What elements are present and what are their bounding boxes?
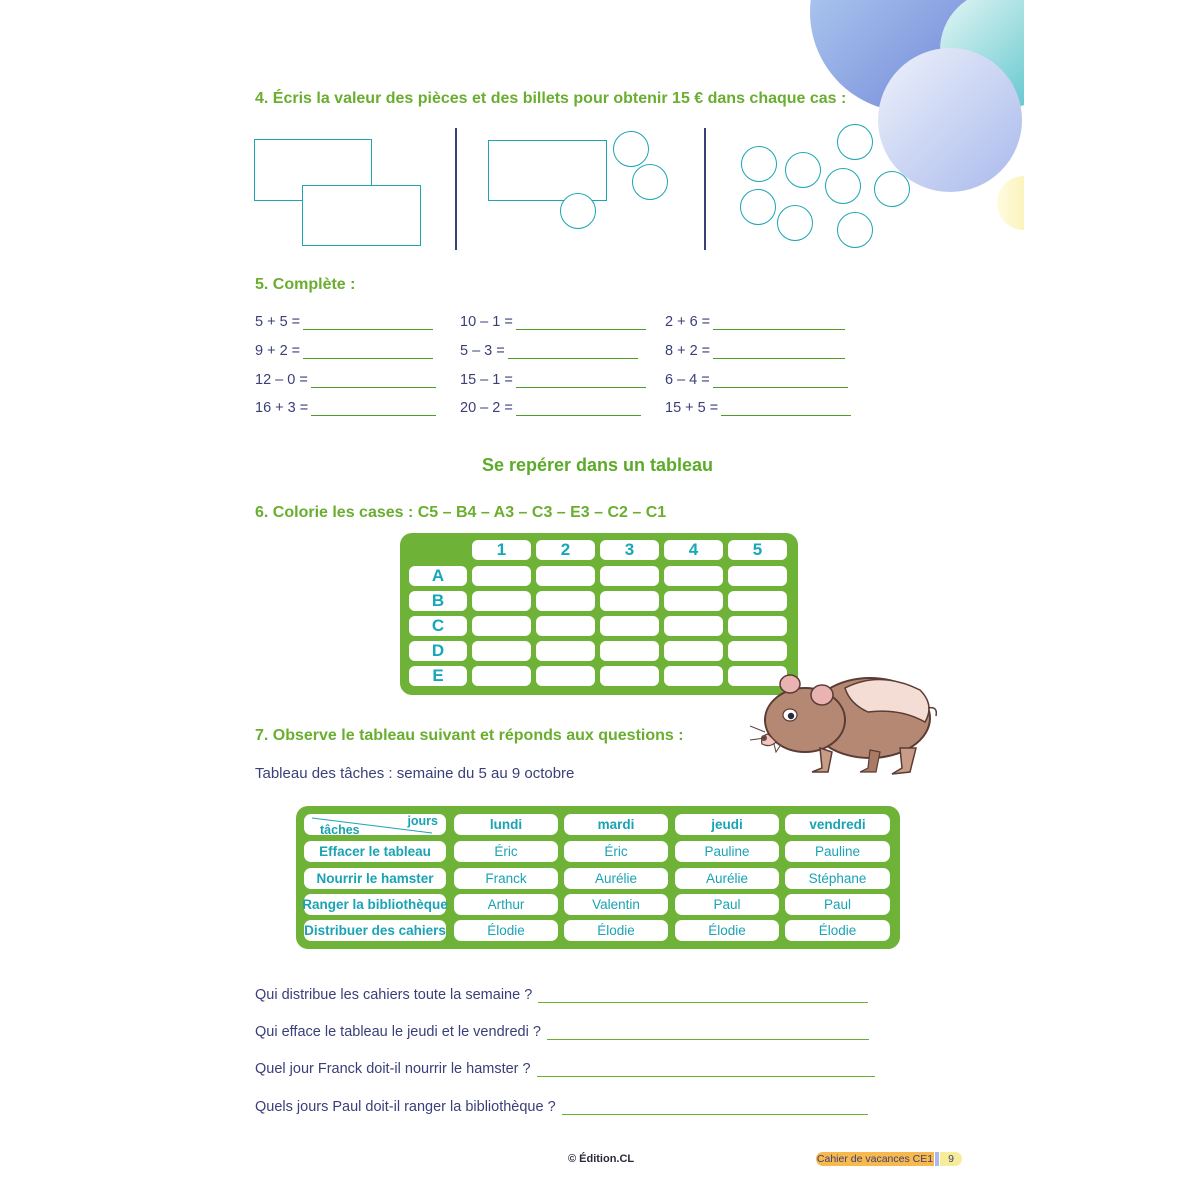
exercise-6-heading: 6. Colorie les cases : C5 – B4 – A3 – C3 – E3 – C2 – C1 <box>255 504 667 521</box>
copyright: © Édition.CL <box>568 1153 635 1165</box>
grid-cell[interactable] <box>600 566 659 586</box>
grid-row-label: C <box>409 616 467 636</box>
calc-item[interactable]: 2 + 6 = <box>665 314 845 330</box>
grid-cell[interactable] <box>728 591 787 611</box>
grid-cell[interactable] <box>536 616 595 636</box>
calc-item[interactable]: 8 + 2 = <box>665 343 845 359</box>
coin-circle[interactable] <box>632 164 668 200</box>
grid-cell[interactable] <box>664 591 723 611</box>
table-cell: Franck <box>454 868 558 889</box>
grid-cell[interactable] <box>664 666 723 686</box>
hamster-illustration <box>750 660 940 790</box>
grid-cell[interactable] <box>664 616 723 636</box>
answer-line[interactable] <box>516 373 646 388</box>
grid-cell[interactable] <box>536 641 595 661</box>
table-cell: Élodie <box>454 920 558 941</box>
answer-line[interactable] <box>713 373 848 388</box>
answer-line[interactable] <box>508 344 638 359</box>
separator <box>455 128 457 250</box>
question: Quel jour Franck doit-il nourrir le hamster ? <box>255 1061 875 1077</box>
table-cell: Stéphane <box>785 868 890 889</box>
exercise-4-heading: 4. Écris la valeur des pièces et des billets pour obtenir 15 € dans chaque cas : <box>255 90 847 107</box>
grid-cell[interactable] <box>536 591 595 611</box>
grid-cell[interactable] <box>472 591 531 611</box>
answer-line[interactable] <box>538 988 868 1003</box>
grid-cell[interactable] <box>728 641 787 661</box>
page-number: 9 <box>940 1152 962 1166</box>
task-name: Nourrir le hamster <box>304 868 446 889</box>
table-cell: Valentin <box>564 894 668 915</box>
exercise-7-heading: 7. Observe le tableau suivant et réponds aux questions : <box>255 727 684 744</box>
table-cell: Élodie <box>785 920 890 941</box>
corner-top-label: jours <box>407 814 438 828</box>
grid-cell[interactable] <box>536 666 595 686</box>
corner-bottom-label: tâches <box>320 823 360 837</box>
table-cell: Pauline <box>675 841 779 862</box>
grid-col-header: 2 <box>536 540 595 560</box>
section-title: Se repérer dans un tableau <box>481 455 714 475</box>
grid-cell[interactable] <box>600 666 659 686</box>
calc-item[interactable]: 9 + 2 = <box>255 343 433 359</box>
day-header: jeudi <box>675 814 779 835</box>
grid-cell[interactable] <box>600 641 659 661</box>
grid-col-header: 4 <box>664 540 723 560</box>
grid-cell[interactable] <box>472 641 531 661</box>
exercise-5-heading: 5. Complète : <box>255 276 356 293</box>
day-header: mardi <box>564 814 668 835</box>
book-title: Cahier de vacances CE1 <box>816 1153 934 1165</box>
table-cell: Élodie <box>564 920 668 941</box>
calc-item[interactable]: 5 – 3 = <box>460 343 638 359</box>
grid-col-header: 5 <box>728 540 787 560</box>
coin-circle[interactable] <box>741 146 777 182</box>
grid-row-label: D <box>409 641 467 661</box>
grid-cell[interactable] <box>728 566 787 586</box>
task-name: Effacer le tableau <box>304 841 446 862</box>
task-name: Distribuer des cahiers <box>304 920 446 941</box>
answer-line[interactable] <box>311 401 436 416</box>
separator <box>704 128 706 250</box>
table-cell: Éric <box>564 841 668 862</box>
day-header: lundi <box>454 814 558 835</box>
footer-divider <box>935 1152 939 1166</box>
grid-cell[interactable] <box>472 666 531 686</box>
table-cell: Élodie <box>675 920 779 941</box>
table-cell: Paul <box>675 894 779 915</box>
grid-row-label: A <box>409 566 467 586</box>
grid-col-header: 1 <box>472 540 531 560</box>
table-cell: Aurélie <box>675 868 779 889</box>
table-cell: Éric <box>454 841 558 862</box>
calc-item[interactable]: 12 – 0 = <box>255 372 436 388</box>
grid-cell[interactable] <box>664 641 723 661</box>
day-header: vendredi <box>785 814 890 835</box>
grid-col-header: 3 <box>600 540 659 560</box>
question: Quels jours Paul doit-il ranger la bibliothèque ? <box>255 1099 868 1115</box>
answer-line[interactable] <box>303 315 433 330</box>
banknote-box[interactable] <box>302 185 421 246</box>
grid-cell[interactable] <box>536 566 595 586</box>
table-cell: Paul <box>785 894 890 915</box>
grid-row-label: E <box>409 666 467 686</box>
coin-circle[interactable] <box>837 124 873 160</box>
coin-circle[interactable] <box>777 205 813 241</box>
table-cell: Arthur <box>454 894 558 915</box>
grid-cell[interactable] <box>472 566 531 586</box>
table-cell: Aurélie <box>564 868 668 889</box>
question: Qui distribue les cahiers toute la semaine ? <box>255 987 868 1003</box>
task-name: Ranger la bibliothèque <box>304 894 446 915</box>
coin-circle[interactable] <box>785 152 821 188</box>
grid-row-label: B <box>409 591 467 611</box>
grid-cell[interactable] <box>728 616 787 636</box>
coin-circle[interactable] <box>874 171 910 207</box>
answer-line[interactable] <box>303 344 433 359</box>
banknote-box[interactable] <box>488 140 607 201</box>
answer-line[interactable] <box>721 401 851 416</box>
calc-item[interactable]: 15 – 1 = <box>460 372 646 388</box>
calc-item[interactable]: 10 – 1 = <box>460 314 646 330</box>
calc-item[interactable]: 6 – 4 = <box>665 372 848 388</box>
grid-cell[interactable] <box>600 591 659 611</box>
grid-cell[interactable] <box>664 566 723 586</box>
answer-line[interactable] <box>311 373 436 388</box>
calc-item[interactable]: 16 + 3 = <box>255 400 436 416</box>
coin-circle[interactable] <box>740 189 776 225</box>
answer-line[interactable] <box>537 1062 875 1077</box>
question: Qui efface le tableau le jeudi et le vendredi ? <box>255 1024 869 1040</box>
coin-circle[interactable] <box>825 168 861 204</box>
answer-line[interactable] <box>713 344 845 359</box>
coin-circle[interactable] <box>837 212 873 248</box>
table-corner-cell <box>304 814 446 835</box>
answer-line[interactable] <box>547 1025 869 1040</box>
calc-item[interactable]: 20 – 2 = <box>460 400 641 416</box>
calc-item[interactable]: 5 + 5 = <box>255 314 433 330</box>
table-subtitle: Tableau des tâches : semaine du 5 au 9 octobre <box>255 765 575 782</box>
grid-cell[interactable] <box>472 616 531 636</box>
answer-line[interactable] <box>562 1100 868 1115</box>
tasks-table <box>296 806 900 949</box>
footer-badge <box>816 1152 962 1166</box>
calc-item[interactable]: 15 + 5 = <box>665 400 851 416</box>
table-cell: Pauline <box>785 841 890 862</box>
coin-circle[interactable] <box>613 131 649 167</box>
answer-line[interactable] <box>713 315 845 330</box>
grid-cell[interactable] <box>600 616 659 636</box>
coin-circle[interactable] <box>560 193 596 229</box>
answer-line[interactable] <box>516 401 641 416</box>
answer-line[interactable] <box>516 315 646 330</box>
coloring-grid <box>400 533 798 695</box>
